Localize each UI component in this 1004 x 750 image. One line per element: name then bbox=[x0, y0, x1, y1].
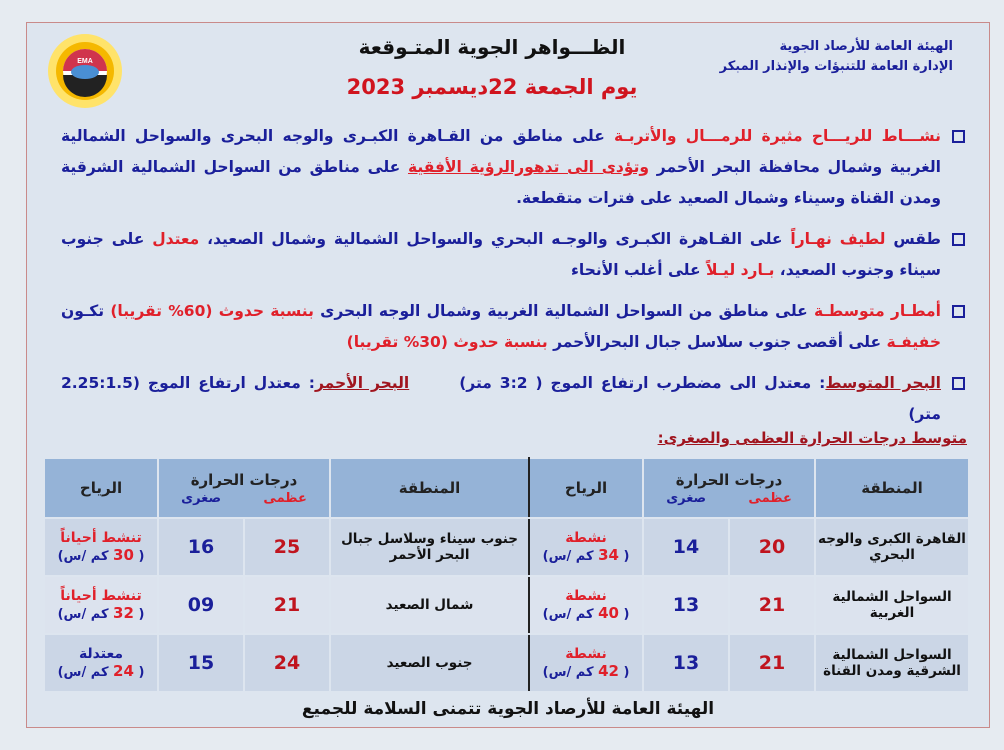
min-label: صغرى bbox=[181, 490, 222, 506]
checkbox-bullet-icon bbox=[952, 377, 965, 390]
table-caption: متوسط درجات الحرارة العظمى والصغرى: bbox=[657, 429, 967, 447]
max-temp: 21 bbox=[729, 576, 815, 634]
wind-speed: 32 bbox=[113, 604, 134, 622]
max-label: عظمى bbox=[263, 490, 307, 506]
highlight: بـارد ليـلاً bbox=[705, 261, 775, 279]
text: : معتدل الى مضطرب ارتفاع الموج ( 3:2 متر) bbox=[459, 374, 826, 392]
text: تكـون bbox=[61, 302, 111, 320]
highlight: وتؤدى الى تدهورالرؤية الأفقية bbox=[407, 158, 650, 176]
checkbox-bullet-icon bbox=[952, 233, 965, 246]
temperature-table bbox=[43, 457, 970, 693]
region-cell: شمال الصعيد bbox=[330, 576, 529, 634]
page-title: الظـــواهر الجوية المتـوقعة bbox=[358, 35, 626, 59]
text: على أقصى جنوب سلاسل جبال البحرالأحمر bbox=[547, 333, 887, 351]
header-wind: الرياح bbox=[529, 458, 643, 518]
wind-unit: كم /س bbox=[63, 607, 109, 622]
max-temp: 20 bbox=[729, 518, 815, 576]
ema-logo-icon bbox=[47, 33, 123, 109]
text: على مناطق من السواحل الشمالية الغربية وشمال الوجه البحرى bbox=[313, 302, 814, 320]
min-temp: 14 bbox=[643, 518, 729, 576]
region-cell: جنوب سيناء وسلاسل جبال البحر الأحمر bbox=[330, 518, 529, 576]
org-line-1: الهيئة العامة للأرصاد الجوية bbox=[779, 39, 953, 54]
wind-state: نشطة bbox=[565, 530, 607, 546]
text: على أغلب الأنحاء bbox=[570, 261, 706, 279]
wind-speed: 30 bbox=[113, 546, 134, 564]
wind-speed: 40 bbox=[598, 604, 619, 622]
min-temp: 16 bbox=[158, 518, 244, 576]
text: على مناطق من السواحل الشمالية الشرقية ومدن القناة وسيناء وشمال الصعيد على فترات متقطعة. bbox=[61, 158, 941, 207]
wind-cell: تنشط أحياناً ( 30 كم /س) bbox=[44, 518, 158, 576]
svg-text:EMA: EMA bbox=[77, 58, 93, 65]
bullet-rain bbox=[61, 296, 967, 358]
highlight: نشـــاط للريـــاح مثيرة للرمـــال والأتربـة bbox=[614, 127, 941, 145]
highlight: بنسبة حدوث (30% تقريبا) bbox=[346, 333, 548, 351]
wind-state: تنشط أحياناً bbox=[60, 588, 142, 604]
max-temp: 21 bbox=[244, 576, 330, 634]
sea-label: البحر المتوسط bbox=[825, 374, 941, 392]
bullet-seas bbox=[61, 368, 967, 430]
max-temp: 21 bbox=[729, 634, 815, 692]
table-row bbox=[44, 634, 969, 692]
table-row bbox=[44, 576, 969, 634]
region-cell: جنوب الصعيد bbox=[330, 634, 529, 692]
temps-label: درجات الحرارة bbox=[190, 470, 298, 489]
header-region: المنطقة bbox=[330, 458, 529, 518]
checkbox-bullet-icon bbox=[952, 305, 965, 318]
sea-label: البحر الأحمر bbox=[314, 374, 410, 392]
wind-unit: كم /س bbox=[548, 549, 594, 564]
text: : معتدل ارتفاع الموج (2.25:1.5 متر) bbox=[61, 374, 941, 423]
text: طقس bbox=[885, 230, 942, 248]
wind-speed: 42 bbox=[598, 662, 619, 680]
table-row bbox=[44, 518, 969, 576]
bulletin-frame bbox=[26, 22, 990, 728]
max-temp: 24 bbox=[244, 634, 330, 692]
wind-unit: كم /س bbox=[548, 607, 594, 622]
wind-cell: نشطة ( 40 كم /س) bbox=[529, 576, 643, 634]
bullet-winds bbox=[61, 121, 967, 214]
wind-unit: كم /س bbox=[63, 665, 109, 680]
min-temp: 13 bbox=[643, 634, 729, 692]
wind-cell: نشطة ( 34 كم /س) bbox=[529, 518, 643, 576]
max-label: عظمى bbox=[748, 490, 792, 506]
highlight: معتدل bbox=[152, 230, 200, 248]
forecast-paragraphs bbox=[61, 121, 967, 440]
wind-state: تنشط أحياناً bbox=[60, 530, 142, 546]
region-cell: السواحل الشمالية الغربية bbox=[815, 576, 969, 634]
organization-name bbox=[720, 37, 953, 77]
text: على مناطق من القـاهرة الكبـرى والوجه البحرى والسواحل الشمالية الغربية وشمال محافظة البحر الأحمر bbox=[61, 127, 941, 176]
region-cell: السواحل الشمالية الشرقية ومدن القناة bbox=[815, 634, 969, 692]
header-wind: الرياح bbox=[44, 458, 158, 518]
wind-state: معتدلة bbox=[78, 646, 124, 662]
wind-state: نشطة bbox=[565, 646, 607, 662]
temps-label: درجات الحرارة bbox=[675, 470, 783, 489]
highlight: بنسبة حدوث (60% تقريبا) bbox=[110, 302, 314, 320]
table-header-row bbox=[44, 458, 969, 518]
max-temp: 25 bbox=[244, 518, 330, 576]
min-label: صغرى bbox=[666, 490, 707, 506]
wind-speed: 24 bbox=[113, 662, 134, 680]
highlight: أمطـار متوسطـة bbox=[813, 302, 941, 320]
header-temps bbox=[643, 458, 815, 518]
bullet-weather bbox=[61, 224, 967, 286]
wind-state: نشطة bbox=[565, 588, 607, 604]
text: على جنوب سيناء وجنوب الصعيد، bbox=[61, 230, 941, 279]
header-temps bbox=[158, 458, 330, 518]
header-region: المنطقة bbox=[815, 458, 969, 518]
wind-unit: كم /س bbox=[63, 549, 109, 564]
text: على القـاهرة الكبـرى والوجـه البحري والسواحل الشمالية وشمال الصعيد، bbox=[199, 230, 791, 248]
min-temp: 15 bbox=[158, 634, 244, 692]
wind-speed: 34 bbox=[598, 546, 619, 564]
min-temp: 09 bbox=[158, 576, 244, 634]
highlight: لطيف نهـاراً bbox=[790, 230, 886, 248]
org-line-2: الإدارة العامة للتنبؤات والإنذار المبكر bbox=[719, 59, 953, 74]
wind-cell: معتدلة ( 24 كم /س) bbox=[44, 634, 158, 692]
forecast-date: يوم الجمعة 22ديسمبر 2023 bbox=[346, 75, 638, 99]
wind-cell: تنشط أحياناً ( 32 كم /س) bbox=[44, 576, 158, 634]
region-cell: القاهرة الكبرى والوجه البحري bbox=[815, 518, 969, 576]
checkbox-bullet-icon bbox=[952, 130, 965, 143]
highlight: خفيفـة bbox=[886, 333, 941, 351]
wind-cell: نشطة ( 42 كم /س) bbox=[529, 634, 643, 692]
wind-unit: كم /س bbox=[548, 665, 594, 680]
footer-message: الهيئة العامة للأرصاد الجوية تتمنى السلامة للجميع bbox=[301, 699, 715, 719]
min-temp: 13 bbox=[643, 576, 729, 634]
